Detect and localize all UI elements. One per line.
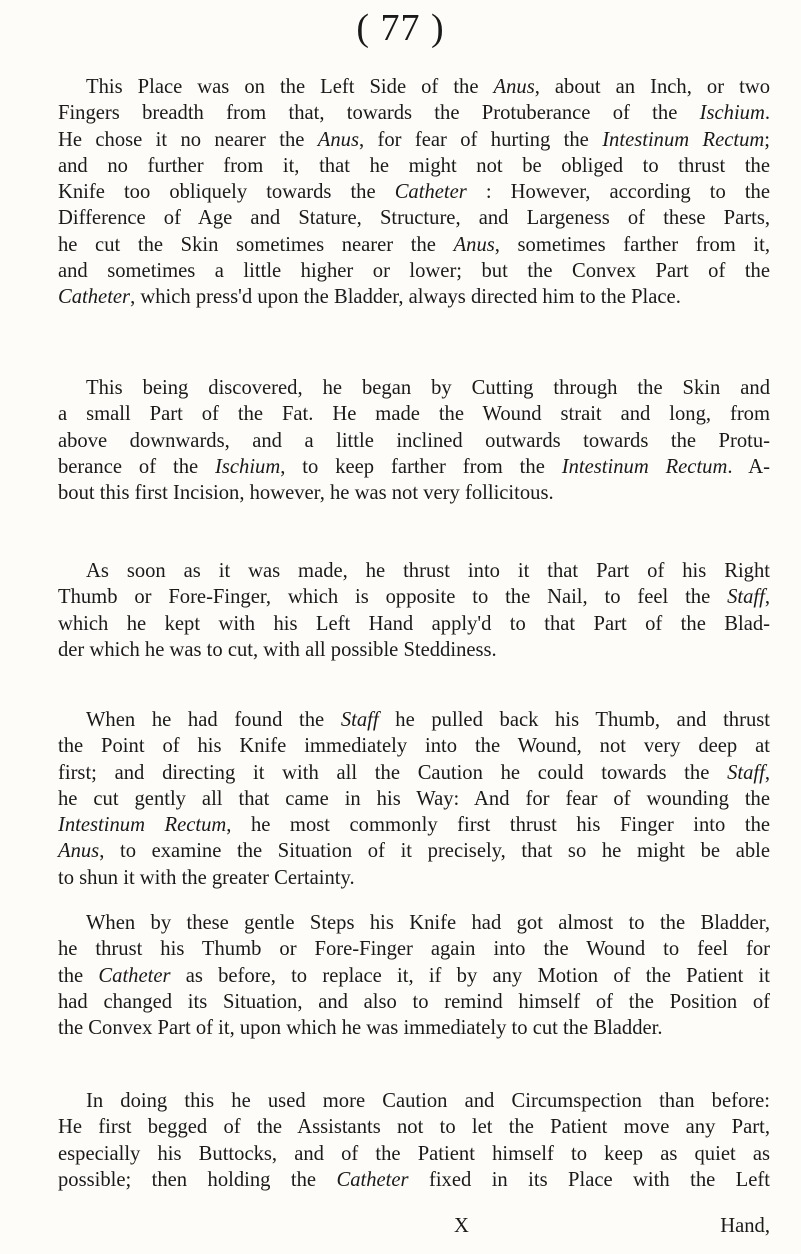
text-line: berance of the Ischium, to keep farther from the Intestinum Rectum. A- xyxy=(58,455,770,478)
text-line: the Point of his Knife immediately into the Wound, not very deep at xyxy=(58,735,770,758)
text-line: Knife too obliquely towards the Catheter : However, according to the xyxy=(58,181,770,204)
text-line: He first begged of the Assistants not to let the Patient move any Part, xyxy=(58,1116,770,1139)
text-line: Catheter, which press'd upon the Bladder, always directed him to the Place. xyxy=(58,286,681,309)
paragraph-2 xyxy=(58,375,770,506)
text-line: and sometimes a little higher or lower; but the Convex Part of the xyxy=(58,260,770,283)
paragraph-6 xyxy=(58,1088,770,1193)
paragraph-4 xyxy=(58,707,770,891)
paragraph-1 xyxy=(58,74,770,311)
paragraph-5 xyxy=(58,910,770,1041)
text-line: the Convex Part of it, upon which he was immediately to cut the Bladder. xyxy=(58,1017,663,1040)
text-line: der which he was to cut, with all possible Steddiness. xyxy=(58,638,497,661)
text-line: Anus, to examine the Situation of it precisely, that so he might be able xyxy=(58,840,770,863)
text-line: especially his Buttocks, and of the Patient himself to keep as quiet as xyxy=(58,1142,770,1165)
text-line: Thumb or Fore-Finger, which is opposite to the Nail, to feel the Staff, xyxy=(58,586,770,609)
text-line: possible; then holding the Catheter fixed in its Place with the Left xyxy=(58,1168,770,1191)
text-line: first; and directing it with all the Caution he could towards the Staff, xyxy=(58,761,770,784)
page-number: ( 77 ) xyxy=(356,7,445,49)
text-line: the Catheter as before, to replace it, if by any Motion of the Patient it xyxy=(58,964,770,987)
text-line: he thrust his Thumb or Fore-Finger again into the Wound to feel for xyxy=(58,938,770,961)
text-line: He chose it no nearer the Anus, for fear of hurting the Intestinum Rectum; xyxy=(58,128,770,151)
text-line: Fingers breadth from that, towards the Protuberance of the Ischium. xyxy=(58,102,770,125)
text-line: and no further from it, that he might not be obliged to thrust the xyxy=(58,154,770,177)
signature-mark: X xyxy=(454,1215,469,1237)
text-line: bout this first Incision, however, he was not very follicitous. xyxy=(58,482,554,505)
text-line: Intestinum Rectum, he most commonly first thrust his Finger into the xyxy=(58,814,771,837)
text-line: As soon as it was made, he thrust into it that Part of his Right xyxy=(86,560,770,582)
text-line: In doing this he used more Caution and Circumspection than before: xyxy=(86,1090,770,1112)
text-line: he cut gently all that came in his Way: And for fear of wounding the xyxy=(58,787,770,810)
text-line: which he kept with his Left Hand apply'd to that Part of the Blad- xyxy=(58,612,770,635)
catchword: Hand, xyxy=(720,1215,770,1237)
paragraph-3 xyxy=(58,558,770,663)
text-line: to shun it with the greater Certainty. xyxy=(58,866,355,889)
text-line: above downwards, and a little inclined outwards towards the Protu- xyxy=(58,429,770,452)
text-line: Difference of Age and Stature, Structure, and Largeness of these Parts, xyxy=(58,207,770,230)
text-line: When by these gentle Steps his Knife had got almost to the Bladder, xyxy=(86,912,770,934)
text-line: When he had found the Staff he pulled back his Thumb, and thrust xyxy=(86,709,770,731)
text-line: This Place was on the Left Side of the Anus, about an Inch, or two xyxy=(86,76,770,98)
text-line: had changed its Situation, and also to remind himself of the Position of xyxy=(58,990,770,1013)
text-line: This being discovered, he began by Cutting through the Skin and xyxy=(86,377,770,399)
text-line: a small Part of the Fat. He made the Wound strait and long, from xyxy=(58,403,770,426)
text-line: he cut the Skin sometimes nearer the Anus, sometimes farther from it, xyxy=(58,233,770,256)
